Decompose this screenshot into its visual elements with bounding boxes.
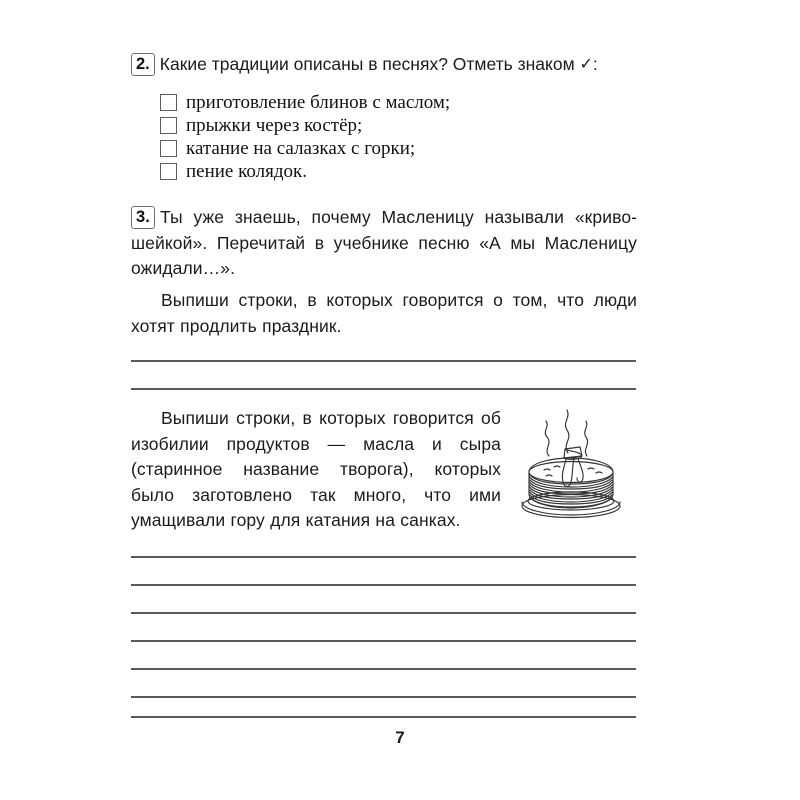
answer-line[interactable]	[131, 388, 636, 390]
answer-line[interactable]	[131, 640, 636, 642]
page-number: 7	[395, 728, 405, 747]
task-3-prompt-1-text: Выпиши строки, в которых говорится о том, что люди хотят продлить праздник.	[131, 290, 637, 336]
option-row[interactable]	[160, 91, 450, 114]
answer-line[interactable]	[131, 696, 636, 698]
checkbox-icon[interactable]	[160, 140, 177, 157]
task-3-prompt-2-text: Выпиши строки, в которых говорится об изобилии продуктов — масла и сыра (старинное название творога), которых было заготовлено так много, что ими умащивали гору для катания на санках.	[131, 408, 501, 530]
task-2-prompt	[131, 52, 637, 79]
task-2-question-text: Какие традиции описаны в песнях? Отметь знаком	[159, 54, 575, 74]
option-row[interactable]	[160, 114, 450, 137]
option-row[interactable]	[160, 137, 450, 160]
checkbox-icon[interactable]	[160, 94, 177, 111]
task-3-prompt-1	[131, 288, 637, 339]
task-2-number: 2.	[131, 53, 155, 76]
answer-line[interactable]	[131, 716, 636, 718]
option-label: пение колядок.	[186, 161, 308, 182]
task-3-intro	[131, 205, 637, 282]
task-3-intro-text: Ты уже знаешь, почему Масленицу называли «кривошейкой». Перечитай в учебнике песню «А мы Масленицу ожидали…».	[131, 207, 637, 278]
answer-line[interactable]	[131, 360, 636, 362]
answer-line[interactable]	[131, 584, 636, 586]
checkbox-icon[interactable]	[160, 117, 177, 134]
option-label: приготовление блинов с маслом;	[186, 92, 451, 113]
option-row[interactable]	[160, 160, 450, 183]
answer-line[interactable]	[131, 556, 636, 558]
task-3-prompt-2	[131, 406, 501, 534]
task-2-question-colon: :	[592, 54, 598, 74]
checkmark-icon: ✓	[579, 56, 593, 73]
answer-line[interactable]	[131, 612, 636, 614]
task-2-option-list	[160, 91, 450, 183]
checkbox-icon[interactable]	[160, 163, 177, 180]
task-3-number: 3.	[131, 206, 155, 229]
answer-line[interactable]	[131, 668, 636, 670]
pancake-stack-icon	[508, 398, 634, 524]
option-label: прыжки через костёр;	[186, 115, 363, 136]
option-label: катание на салазках с горки;	[186, 138, 416, 159]
